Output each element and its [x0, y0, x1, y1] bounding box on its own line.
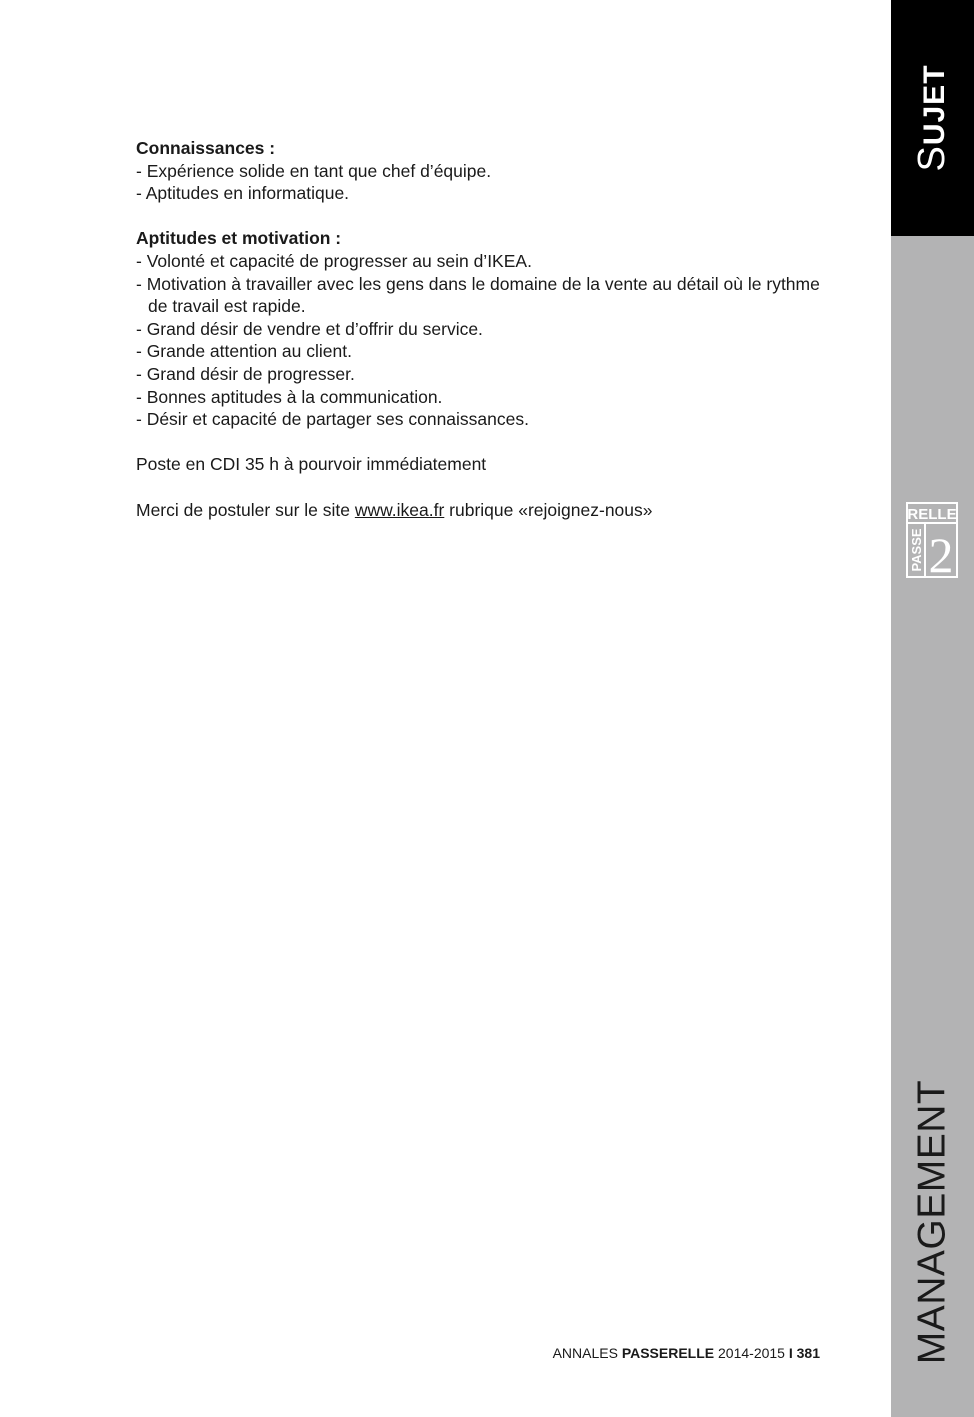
aptitudes-heading: Aptitudes et motivation :: [136, 228, 342, 249]
main-content: [136, 137, 836, 521]
sujet-first-letter: S: [911, 145, 953, 172]
list-item: - Aptitudes en informatique.: [136, 183, 350, 204]
sujet-rest: UJET: [918, 64, 951, 146]
page-footer: [553, 1345, 820, 1361]
list-item: - Bonnes aptitudes à la communication.: [136, 386, 443, 407]
poste-text: Poste en CDI 35 h à pourvoir immédiatement: [136, 454, 487, 475]
postuler-after: rubrique «rejoignez-nous»: [444, 499, 653, 520]
sidebar: [891, 0, 974, 1417]
passerelle-logo: [906, 502, 958, 578]
footer-annales: ANNALES: [552, 1345, 618, 1361]
logo-top-text: RELLE: [907, 506, 957, 523]
sujet-tab: [891, 0, 974, 236]
footer-passerelle: PASSERELLE: [621, 1345, 715, 1361]
connaissances-section: [136, 137, 836, 205]
postuler-before: Merci de postuler sur le site: [136, 499, 355, 520]
list-item: - Motivation à travailler avec les gens dans le domaine de la vente au détail où le rythme de travail est rapide.: [136, 273, 820, 317]
section-title: MANAGEMENT: [910, 1079, 954, 1365]
list-item: - Expérience solide en tant que chef d’équipe.: [136, 160, 492, 181]
aptitudes-section: [136, 227, 836, 430]
list-item: - Désir et capacité de partager ses connaissances.: [136, 409, 529, 430]
list-item: - Grand désir de vendre et d’offrir du service.: [136, 318, 483, 339]
list-item: - Volonté et capacité de progresser au sein d’IKEA.: [136, 250, 532, 271]
postuler-text: [136, 499, 836, 522]
footer-separator: I: [788, 1345, 793, 1361]
list-item: - Grande attention au client.: [136, 341, 352, 362]
connaissances-heading: Connaissances :: [136, 138, 276, 158]
logo-side-text: PASSE: [909, 528, 924, 572]
sujet-label: [913, 64, 951, 171]
logo-number: 2: [928, 527, 954, 578]
ikea-link[interactable]: www.ikea.fr: [354, 499, 445, 520]
list-item: - Grand désir de progresser.: [136, 363, 355, 384]
footer-years: 2014-2015: [718, 1345, 785, 1361]
page-number: 381: [796, 1345, 820, 1361]
